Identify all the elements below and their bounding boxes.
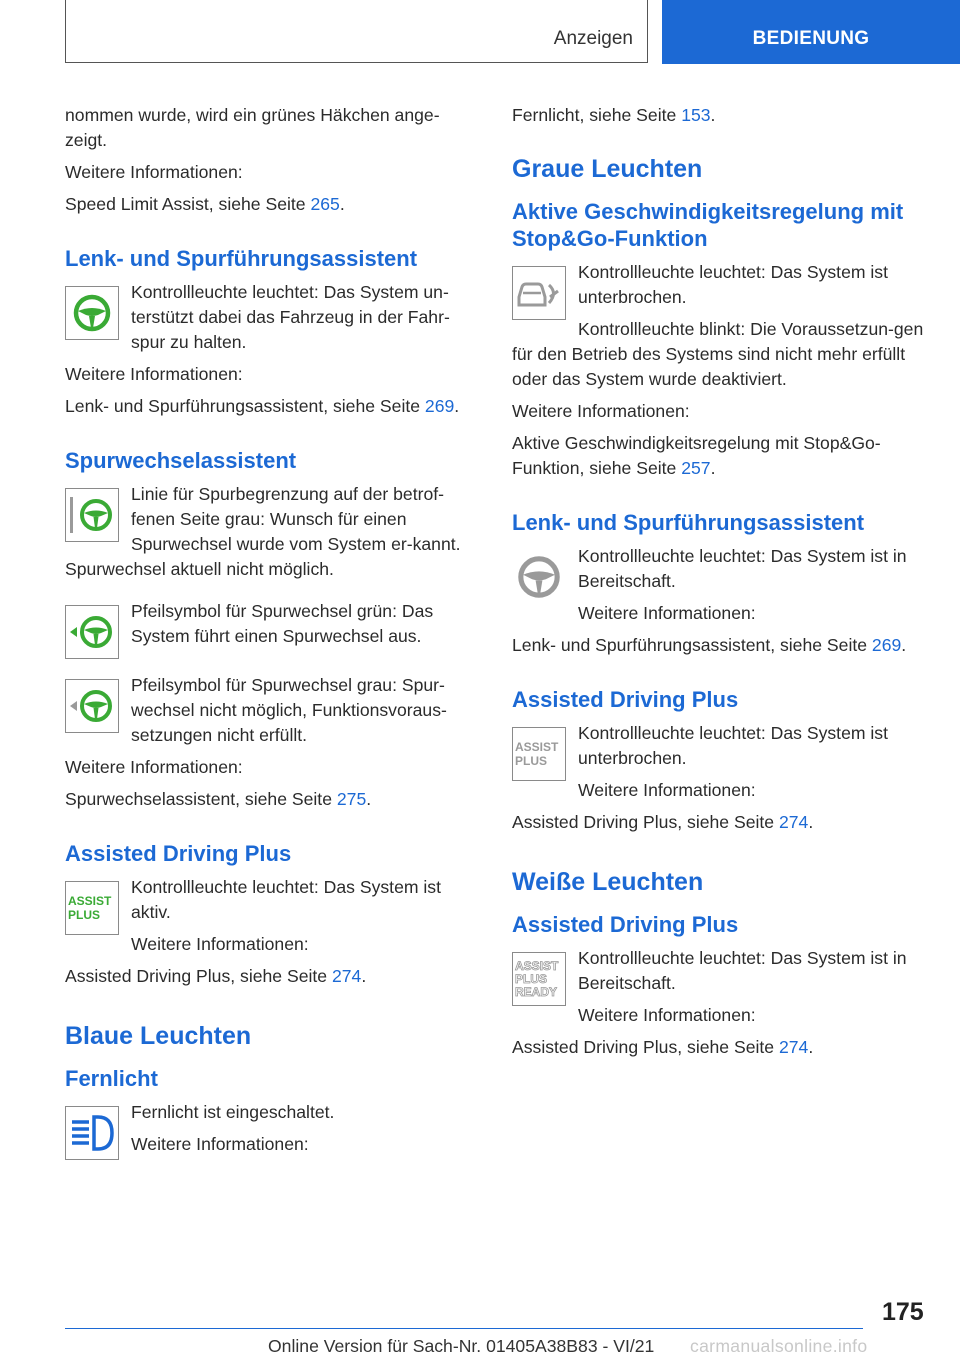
steering-wheel-grey-icon — [512, 550, 566, 604]
reference: Lenk- und Spurführungsassistent, siehe Seite 269. — [65, 396, 460, 416]
heading-assisted-driving-plus: Assisted Driving Plus — [65, 841, 292, 866]
more-info-label: Weitere Informationen: — [65, 162, 243, 182]
footer-version-text: Online Version für Sach-Nr. 01405A38B83 - VI/21 — [268, 1336, 655, 1356]
indicator-entry — [65, 673, 478, 755]
assist-plus-grey-icon — [512, 727, 566, 781]
page-link[interactable]: 274 — [778, 1037, 809, 1057]
steering-wheel-green-icon — [65, 286, 119, 340]
indicator-entry — [65, 875, 478, 964]
indicator-text: Kontrollleuchte leuchtet: Das System un-terstützt dabei das Fahrzeug in der Fahr-spur zu halten. — [131, 282, 450, 352]
assist-plus-green-icon — [65, 881, 119, 935]
page-link[interactable]: 269 — [871, 635, 902, 655]
heading-assisted-driving-plus-ready: Assisted Driving Plus — [512, 912, 739, 937]
indicator-text: Kontrollleuchte leuchtet: Das System ist unterbrochen. — [578, 723, 888, 768]
page-number: 175 — [882, 1298, 924, 1326]
more-info-label: Weitere Informationen: — [65, 757, 243, 777]
indicator-text: Fernlicht ist eingeschaltet. — [131, 1102, 335, 1122]
indicator-text: Kontrollleuchte leuchtet: Das System ist in Bereitschaft. — [578, 546, 907, 591]
indicator-entry — [512, 946, 930, 1035]
cruise-control-car-grey-icon — [512, 266, 566, 320]
page-header — [0, 0, 960, 64]
heading-white-lights: Weiße Leuchten — [512, 868, 704, 896]
reference: Assisted Driving Plus, siehe Seite 274. — [512, 812, 814, 832]
heading-blue-lights: Blaue Leuchten — [65, 1022, 252, 1050]
heading-lane-assist: Lenk- und Spurführungsassistent — [65, 246, 418, 271]
heading-acc-stop-go: Aktive Geschwindigkeitsregelung mit Stop&Go-Funktion — [512, 199, 904, 251]
indicator-text: Pfeilsymbol für Spurwechsel grau: Spur-wechsel nicht möglich, Funktionsvoraus-setzungen nicht erfüllt. — [131, 675, 447, 745]
header-chapter-tab: BEDIENUNG — [662, 0, 960, 64]
page-link[interactable]: 153 — [681, 105, 711, 125]
indicator-text: Kontrollleuchte leuchtet: Das System ist unterbrochen. — [578, 262, 888, 307]
indicator-entry — [512, 544, 930, 633]
indicator-text: Kontrollleuchte blinkt: Die Voraussetzun-gen für den Betrieb des Systems sind nicht mehr erfüllt oder das System wurde deaktiviert. — [512, 319, 924, 389]
more-info-label: Weitere Informationen: — [131, 934, 309, 954]
reference: Spurwechselassistent, siehe Seite 275. — [65, 789, 372, 809]
page-link[interactable]: 269 — [424, 396, 455, 416]
page-link[interactable]: 275 — [336, 789, 367, 809]
reference: Lenk- und Spurführungsassistent, siehe Seite 269. — [512, 635, 907, 655]
high-beam-icon — [65, 1106, 119, 1160]
heading-high-beam: Fernlicht — [65, 1066, 158, 1091]
more-info-label: Weitere Informationen: — [131, 1134, 309, 1154]
indicator-text: Kontrollleuchte leuchtet: Das System ist aktiv. — [131, 877, 441, 922]
indicator-entry — [512, 721, 930, 810]
more-info-label: Weitere Informationen: — [578, 603, 756, 623]
heading-lane-change: Spurwechselassistent — [65, 448, 297, 473]
assist-plus-icon-label: ASSIST PLUS — [68, 894, 112, 922]
assist-plus-icon-label: ASSIST PLUS — [515, 740, 559, 768]
reference: Assisted Driving Plus, siehe Seite 274. — [512, 1037, 814, 1057]
page-link[interactable]: 274 — [331, 966, 362, 986]
indicator-entry — [65, 1100, 478, 1164]
indicator-entry — [65, 599, 478, 663]
page-link[interactable]: 257 — [681, 458, 711, 478]
footer-rule — [65, 1328, 863, 1329]
more-info-label: Weitere Informationen: — [65, 364, 243, 384]
more-info-label: Weitere Informationen: — [578, 780, 756, 800]
more-info-label: Weitere Informationen: — [578, 1005, 756, 1025]
lane-change-arrow-green-icon — [65, 605, 119, 659]
reference: Fernlicht, siehe Seite 153. — [512, 105, 716, 125]
watermark: carmanualsonline.info — [690, 1336, 868, 1356]
indicator-text: Linie für Spurbegrenzung auf der betrof-fenen Seite grau: Wunsch für einen Spurwechsel wurde vom System er-kannt. Spurwechsel aktuell nicht möglich. — [65, 484, 461, 579]
lane-change-arrow-grey-icon — [65, 679, 119, 733]
indicator-entry — [512, 260, 930, 399]
page-link[interactable]: 265 — [310, 194, 340, 214]
right-column — [512, 103, 930, 1067]
more-info-label: Weitere Informationen: — [512, 401, 690, 421]
indicator-text: Pfeilsymbol für Spurwechsel grün: Das System führt einen Spurwechsel aus. — [131, 601, 434, 646]
heading-grey-lights: Graue Leuchten — [512, 155, 703, 183]
indicator-text: Kontrollleuchte leuchtet: Das System ist in Bereitschaft. — [578, 948, 907, 993]
page-link[interactable]: 274 — [778, 812, 809, 832]
left-column — [65, 103, 478, 1164]
heading-assisted-driving-plus: Assisted Driving Plus — [512, 687, 739, 712]
intro-text: nommen wurde, wird ein grünes Häkchen ange- zeigt. — [65, 105, 440, 150]
heading-lane-assist: Lenk- und Spurführungsassistent — [512, 510, 865, 535]
assist-plus-ready-white-icon — [512, 952, 566, 1006]
reference: Aktive Geschwindigkeitsregelung mit Stop&Go-Funktion, siehe Seite 257. — [512, 433, 881, 478]
reference: Speed Limit Assist, siehe Seite 265. — [65, 194, 345, 214]
reference: Assisted Driving Plus, siehe Seite 274. — [65, 966, 367, 986]
lane-change-boundary-icon — [65, 488, 119, 542]
indicator-entry — [65, 280, 478, 362]
header-section-title: Anzeigen — [553, 28, 633, 49]
assist-plus-ready-icon-label: ASSIST PLUS READY — [515, 958, 559, 999]
indicator-entry — [65, 482, 478, 589]
